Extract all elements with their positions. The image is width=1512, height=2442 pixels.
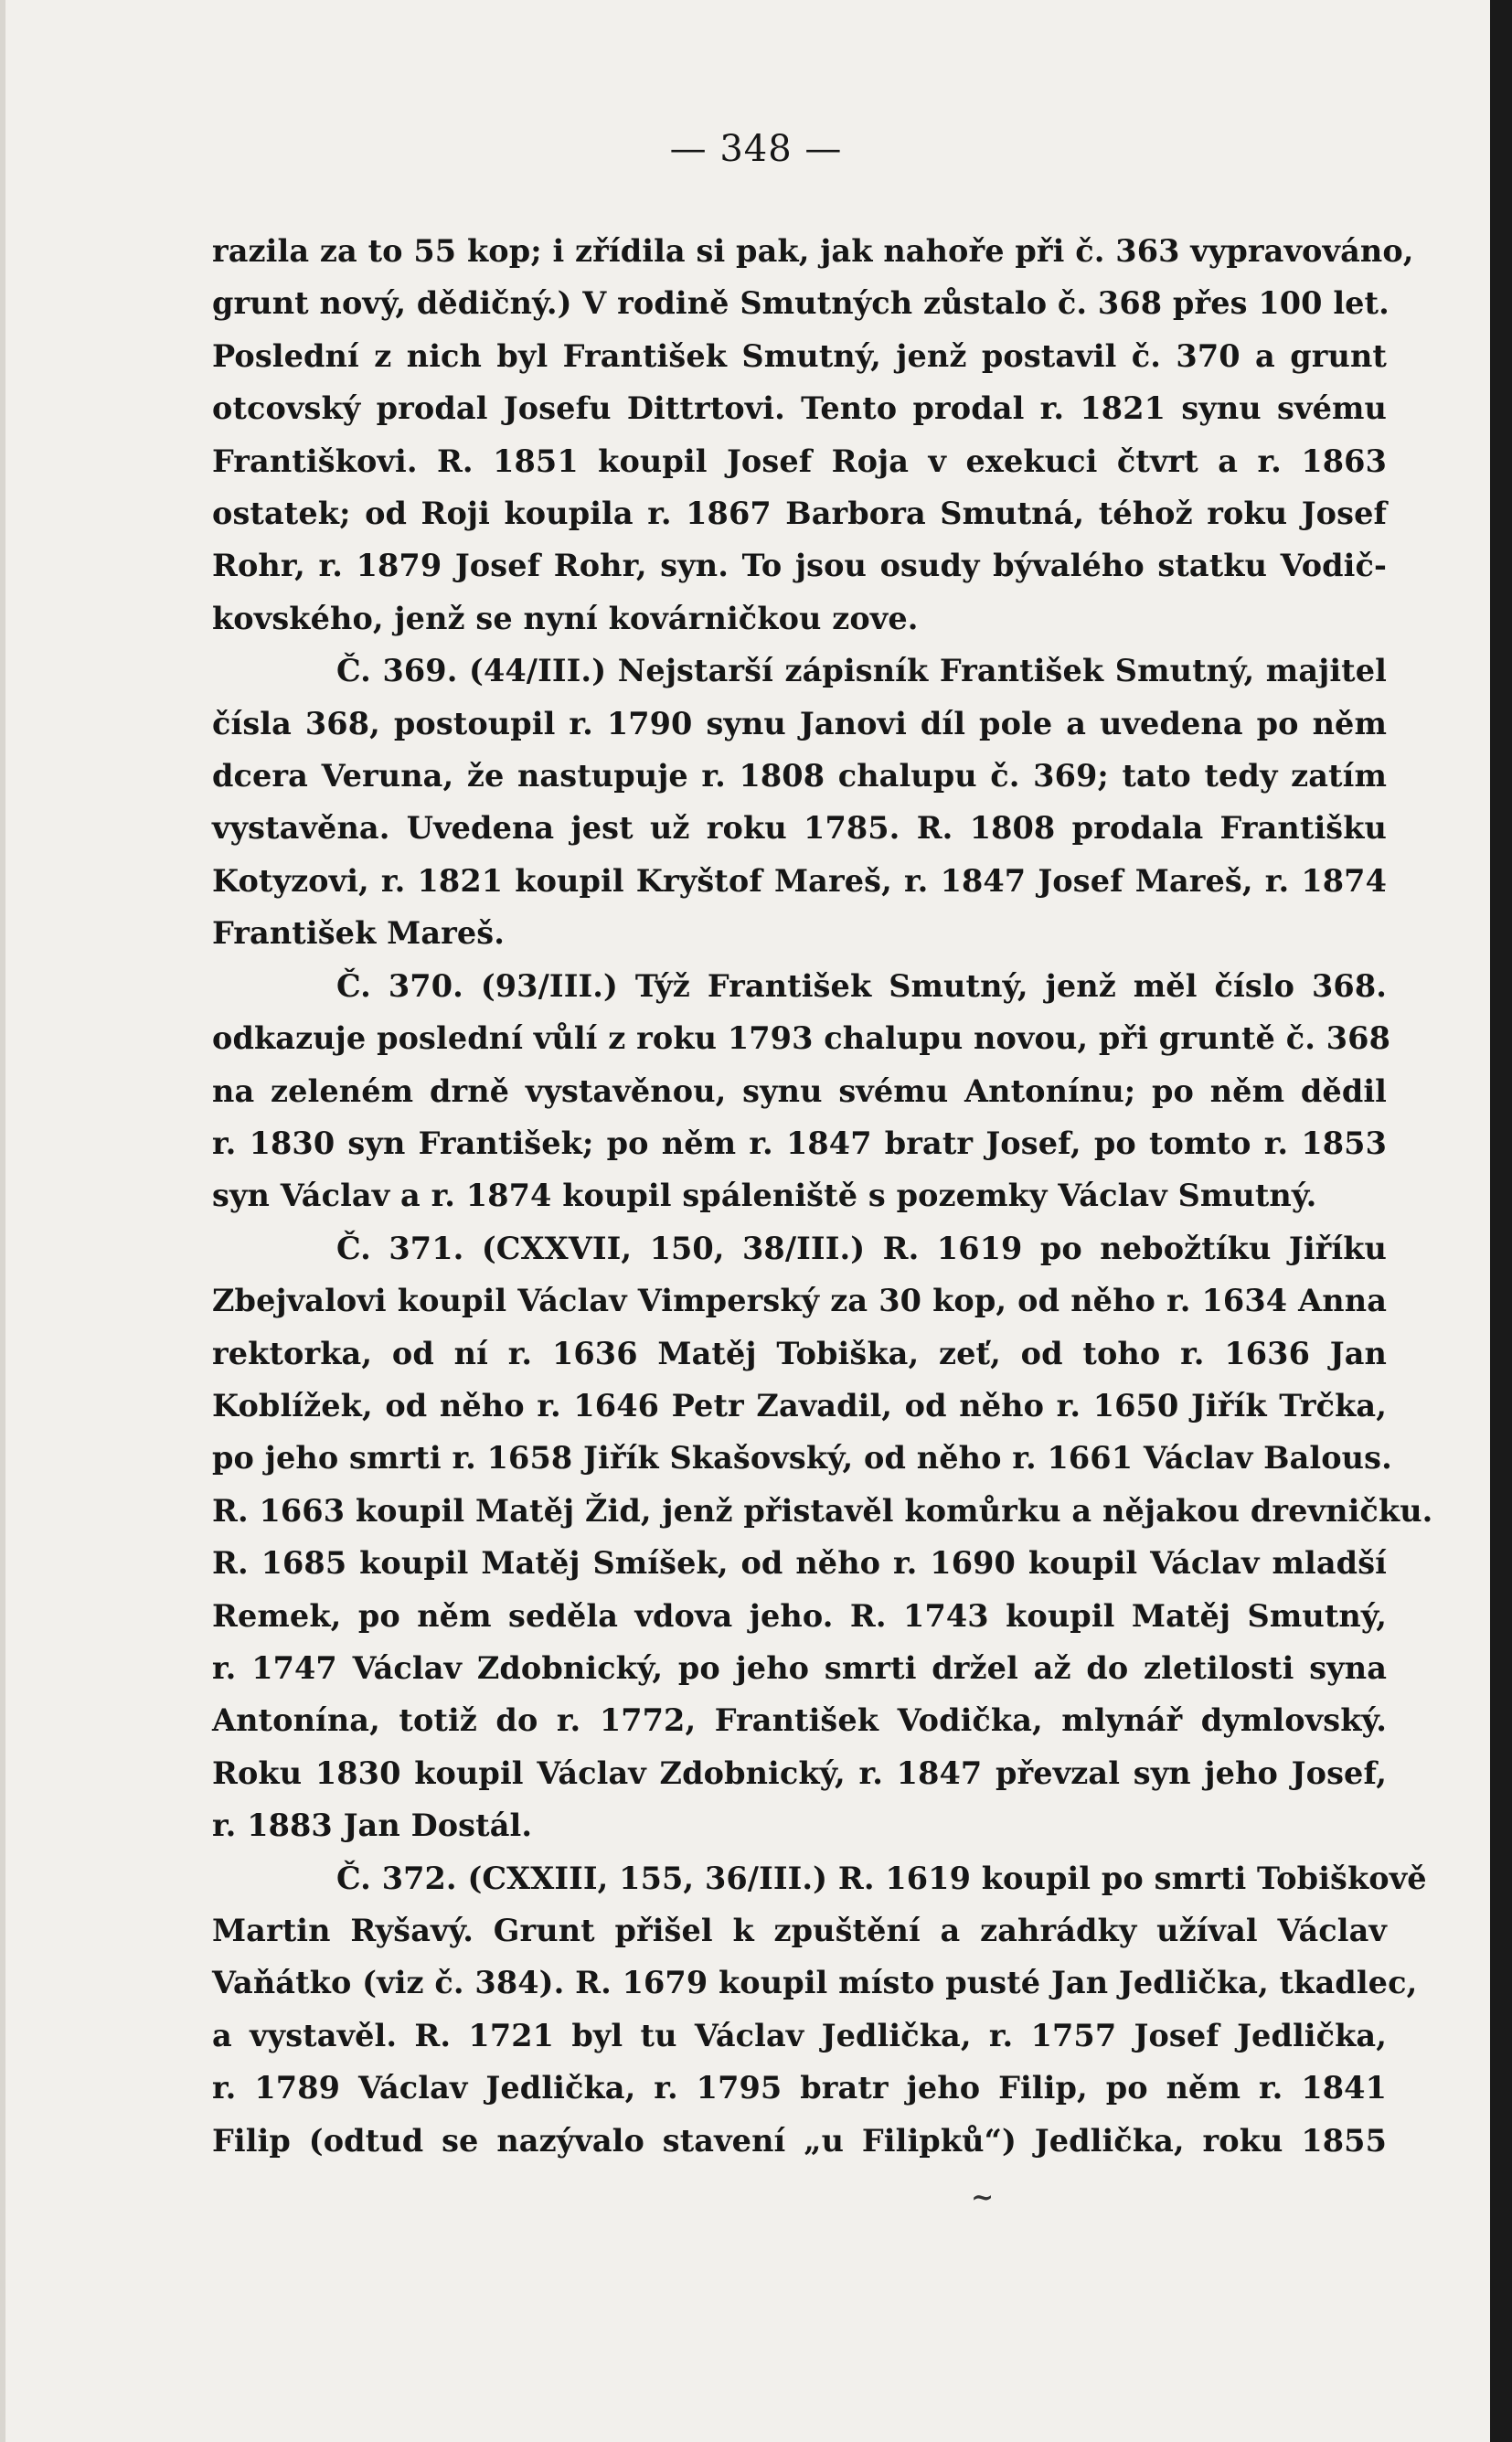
text-line: syn Václav a r. 1874 koupil spáleniště s pozemky Václav Smutný.	[212, 1178, 1317, 1214]
text-line: Martin Ryšavý. Grunt přišel k zpuštění a zahrádky užíval Václav	[212, 1913, 1387, 1948]
text-line: Filip (odtud se nazývalo stavení „u Filipků“) Jedlička, roku 1855	[212, 2122, 1387, 2159]
text-line: grunt nový, dědičný.) V rodině Smutných zůstalo č. 368 přes 100 let.	[212, 285, 1390, 322]
text-line: r. 1747 Václav Zdobnický, po jeho smrti držel až do zletilosti syna	[212, 1649, 1387, 1686]
paragraph-c371-start: Č. 371. (CXXVII, 150, 38/III.) R. 1619 po nebožtíku Jiříku	[336, 1230, 1387, 1266]
text-line: razila za to 55 kop; i zřídila si pak, jak nahoře při č. 363 vypravováno,	[212, 233, 1414, 269]
text-line: r. 1830 syn František; po něm r. 1847 bratr Josef, po tomto r. 1853	[212, 1125, 1387, 1161]
text-line: Antonína, totiž do r. 1772, František Vodička, mlynář dymlovský.	[212, 1702, 1387, 1739]
paragraph-c369-start: Č. 369. (44/III.) Nejstarší zápisník František Smutný, majitel	[336, 653, 1387, 689]
text-line: František Mareš.	[212, 915, 506, 952]
text-line: Zbejvalovi koupil Václav Vimperský za 30 kop, od něho r. 1634 Anna	[212, 1283, 1387, 1319]
text-line: Františkovi. R. 1851 koupil Josef Roja v exekuci čtvrt a r. 1863	[212, 443, 1387, 479]
paragraph-c372-start: Č. 372. (CXXIII, 155, 36/III.) R. 1619 koupil po smrti Tobiškově	[336, 1860, 1427, 1896]
text-line: Rohr, r. 1879 Josef Rohr, syn. To jsou osudy bývalého statku Vodič-	[212, 548, 1387, 584]
text-line: kovského, jenž se nyní kovárničkou zove.	[212, 600, 919, 636]
text-line: rektorka, od ní r. 1636 Matěj Tobiška, zeť, od toho r. 1636 Jan	[212, 1335, 1387, 1371]
text-line: vystavěna. Uvedena jest už roku 1785. R. 1808 prodala Františku	[212, 810, 1387, 847]
text-line: Poslední z nich byl František Smutný, jenž postavil č. 370 a grunt	[212, 337, 1387, 374]
text-line: R. 1663 koupil Matěj Žid, jenž přistavěl komůrku a nějakou drevničku.	[212, 1492, 1433, 1529]
scan-edge-left	[0, 0, 5, 2442]
text-line: a vystavěl. R. 1721 byl tu Václav Jedlička, r. 1757 Josef Jedlička,	[212, 2017, 1387, 2053]
text-line: čísla 368, postoupil r. 1790 synu Janovi díl pole a uvedena po něm	[212, 705, 1387, 741]
text-line: otcovský prodal Josefu Dittrtovi. Tento prodal r. 1821 synu svému	[212, 390, 1387, 427]
text-line: Kotyzovi, r. 1821 koupil Kryštof Mareš, r. 1847 Josef Mareš, r. 1874	[212, 862, 1387, 899]
body-text	[212, 225, 1433, 2167]
page-number: — 348 —	[669, 128, 843, 170]
scan-edge-right	[1490, 0, 1512, 2442]
text-line: R. 1685 koupil Matěj Smíšek, od něho r. 1690 koupil Václav mladší	[212, 1545, 1387, 1582]
text-line: ostatek; od Roji koupila r. 1867 Barbora Smutná, téhož roku Josef	[212, 496, 1387, 532]
text-line: odkazuje poslední vůlí z roku 1793 chalupu novou, při gruntě č. 368	[212, 1020, 1390, 1057]
text-line: Koblížek, od něho r. 1646 Petr Zavadil, od něho r. 1650 Jiřík Trčka,	[212, 1387, 1387, 1424]
text-line: Vaňátko (viz č. 384). R. 1679 koupil místo pusté Jan Jedlička, tkadlec,	[212, 1965, 1418, 2001]
text-line: r. 1789 Václav Jedlička, r. 1795 bratr jeho Filip, po něm r. 1841	[212, 2070, 1387, 2106]
text-line: po jeho smrti r. 1658 Jiřík Skašovský, od něho r. 1661 Václav Balous.	[212, 1440, 1392, 1477]
text-line: Roku 1830 koupil Václav Zdobnický, r. 1847 převzal syn jeho Josef,	[212, 1754, 1387, 1791]
text-line: na zeleném drně vystavěnou, synu svému Antonínu; po něm dědil	[212, 1072, 1387, 1109]
text-line: r. 1883 Jan Dostál.	[212, 1808, 533, 1844]
page-end-ornament: ~	[971, 2181, 995, 2213]
paragraph-c370-start: Č. 370. (93/III.) Týž František Smutný, jenž měl číslo 368.	[336, 967, 1387, 1004]
text-line: dcera Veruna, že nastupuje r. 1808 chalupu č. 369; tato tedy zatím	[212, 758, 1387, 794]
text-line: Remek, po něm seděla vdova jeho. R. 1743 koupil Matěj Smutný,	[212, 1597, 1387, 1634]
